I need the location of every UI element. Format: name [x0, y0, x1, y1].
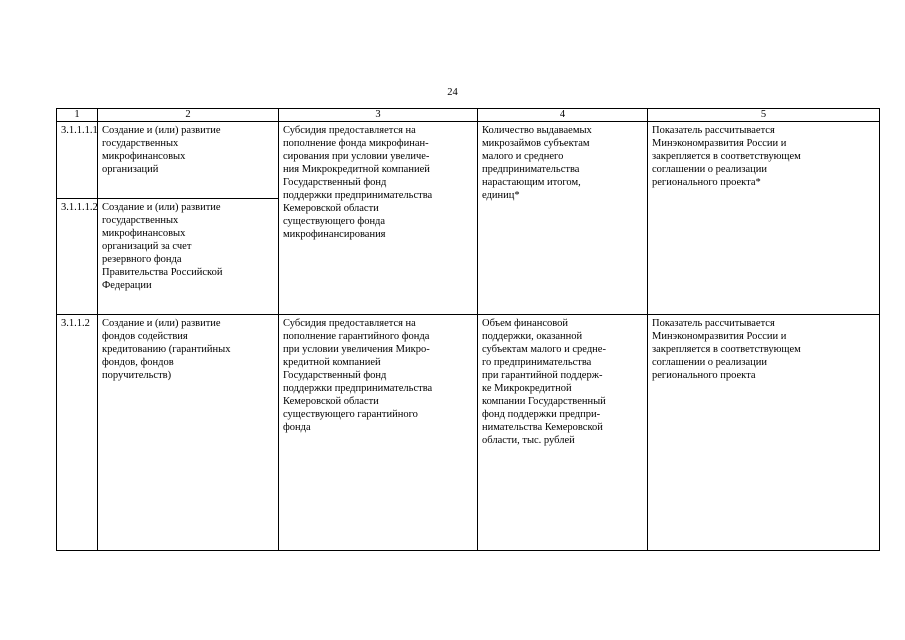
table-row	[57, 315, 880, 551]
measures-table	[56, 108, 880, 551]
measure-name: Создание и (или) развитие государственных микрофинансовых организаций за счет резервного фонда Правительства Российской Федерации	[98, 199, 279, 315]
measure-name: Создание и (или) развитие государственных микрофинансовых организаций	[98, 122, 279, 199]
measure-name: Создание и (или) развитие фондов содействия кредитованию (гарантийных фондов, фондов поручительств)	[98, 315, 279, 551]
table-header-row	[57, 109, 880, 122]
column-header-3: 3	[279, 109, 478, 122]
indicator-name: Объем финансовой поддержки, оказанной субъектам малого и средне- го предпринимательства при гарантийной поддерж- ке Микрокредитной компании Государственный фонд поддержки предпри- нимательства Кемеровской области, тыс. рублей	[478, 315, 648, 551]
column-header-5: 5	[648, 109, 880, 122]
indicator-name: Количество выдаваемых микрозаймов субъектам малого и среднего предпринимательства нарастающим итогом, единиц*	[478, 122, 648, 315]
column-header-2: 2	[98, 109, 279, 122]
page-number: 24	[447, 87, 458, 98]
measure-number: 3.1.1.1.1	[57, 122, 98, 199]
column-header-1: 1	[57, 109, 98, 122]
measure-number: 3.1.1.1.2	[57, 199, 98, 315]
measure-number: 3.1.1.2	[57, 315, 98, 551]
subsidy-condition: Субсидия предоставляется на пополнение гарантийного фонда при условии увеличения Микро- кредитной компанией Государственный фонд поддержки предпринимательства Кемеровской области существующего гарантийного фонда	[279, 315, 478, 551]
table-row	[57, 122, 880, 199]
subsidy-condition: Субсидия предоставляется на пополнение фонда микрофинан- сирования при условии увеличе- ния Микрокредитной компанией Государственный фонд поддержки предпринимательства Кемеровской области существующего фонда микрофинансирования	[279, 122, 478, 315]
calculation-method: Показатель рассчитывается Минэкономразвития России и закрепляется в соответствующем соглашении о реализации регионального проекта	[648, 315, 880, 551]
calculation-method: Показатель рассчитывается Минэкономразвития России и закрепляется в соответствующем соглашении о реализации регионального проекта*	[648, 122, 880, 315]
column-header-4: 4	[478, 109, 648, 122]
